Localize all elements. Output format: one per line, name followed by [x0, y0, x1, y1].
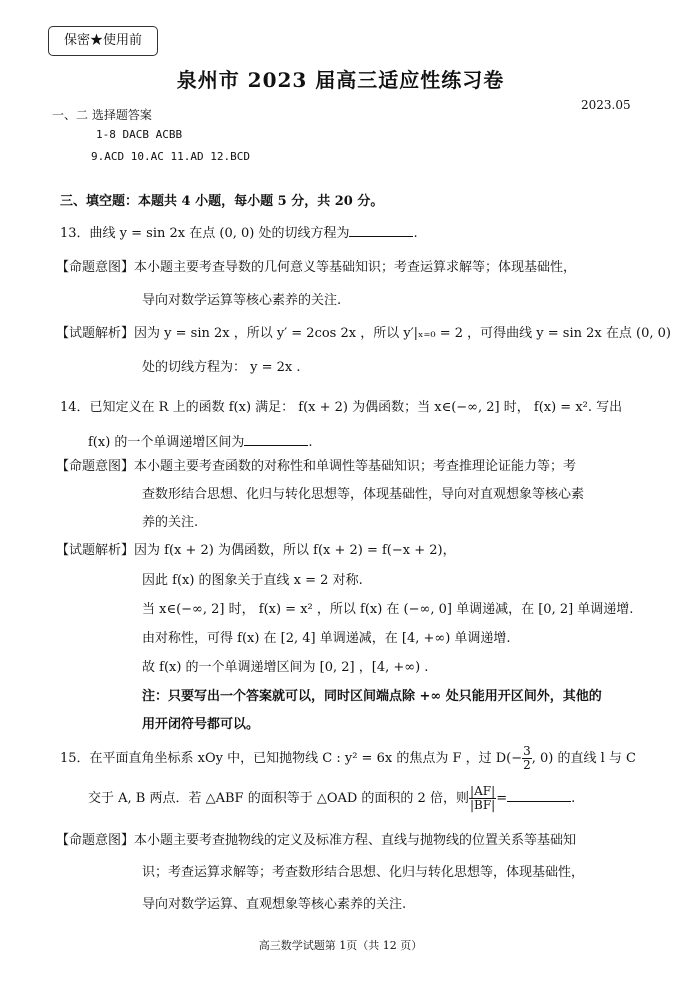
exam-date: 2023.05	[581, 98, 631, 112]
q14-analysis	[56, 539, 456, 558]
q14-stem-text-2: f(x) 的一个单调递增区间为	[88, 435, 245, 450]
q13-stem	[60, 222, 418, 241]
q15-fraction-3-2	[522, 745, 532, 772]
q15-stem-text-2b: =	[496, 791, 508, 806]
q15-stem-line-2	[88, 784, 575, 814]
q15-frac2-den: |BF|	[469, 798, 496, 812]
q13-intent-line-2: 导向对数学运算等核心素养的关注.	[142, 293, 342, 308]
section3-heading: 三、填空题：本题共 4 小题，每小题 5 分，共 20 分。	[60, 194, 384, 209]
answers-heading: 一、二 选择题答案	[52, 108, 152, 122]
q14-intent-line-1: 本小题主要考查函数的对称性和单调性等基础知识；考查推理论证能力等；考	[134, 459, 577, 474]
q15-intent-line-3: 导向对数学运算、直观想象等核心素养的关注.	[142, 897, 407, 912]
q14-stem-text-1: 已知定义在 R 上的函数 f(x) 满足： f(x + 2) 为偶函数；当 x∈(−∞, 2] 时， f(x) = x². 写出	[89, 400, 623, 415]
q13-intent-line-1: 本小题主要考查导数的几何意义等基础知识；考查运算求解等；体现基础性，	[134, 260, 577, 275]
q15-intent-line-1: 本小题主要考查抛物线的定义及标准方程、直线与抛物线的位置关系等基础知	[134, 833, 577, 848]
q14-analysis-label: 【试题解析】	[56, 543, 135, 558]
q13-stem-end: .	[413, 226, 418, 241]
q15-stem-text-1b: , 0) 的直线 l 与 C	[531, 751, 637, 766]
q15-stem-end: .	[571, 791, 576, 806]
q14-stem-line-1	[60, 396, 622, 415]
q13-number: 13．	[60, 226, 90, 241]
page-footer: 高三数学试题第 1页（共 12 页）	[258, 939, 423, 952]
q13-analysis-label: 【试题解析】	[56, 326, 135, 341]
q15-stem-text-2a: 交于 A, B 两点．若 △ABF 的面积等于 △OAD 的面积的 2 倍，则	[88, 791, 469, 806]
q15-intent	[56, 829, 576, 848]
q15-frac2-num: |AF|	[470, 784, 496, 798]
q13-intent	[56, 256, 576, 275]
q15-frac1-den: 2	[523, 758, 531, 772]
q14-stem-line-2	[88, 431, 313, 450]
q14-stem-end: .	[308, 435, 313, 450]
q14-note-line-2: 用开闭符号都可以。	[142, 717, 260, 732]
q15-fraction-af-bf	[469, 785, 496, 812]
q15-frac1-num: 3	[523, 744, 531, 758]
q14-intent-label: 【命题意图】	[56, 459, 135, 474]
q15-intent-label: 【命题意图】	[56, 833, 135, 848]
q14-analysis-line-4: 由对称性，可得 f(x) 在 [2, 4] 单调递减，在 [4, +∞) 单调递增.	[142, 631, 511, 646]
q15-stem-text-1a: 在平面直角坐标系 xOy 中，已知抛物线 C : y² = 6x 的焦点为 F ，过 D(−	[89, 751, 523, 766]
confidential-badge: 保密★使用前	[48, 26, 158, 56]
q13-stem-text: 曲线 y = sin 2x 在点 (0, 0) 处的切线方程为	[89, 226, 350, 241]
q14-analysis-line-5: 故 f(x) 的一个单调递增区间为 [0, 2] ，[4, +∞) .	[142, 660, 429, 675]
q14-intent	[56, 455, 576, 474]
q15-number: 15．	[60, 751, 90, 766]
q15-stem-line-1	[60, 744, 636, 774]
q13-analysis	[56, 322, 671, 341]
q15-intent-line-2: 识；考查运算求解等；考查数形结合思想、化归与转化思想等，体现基础性，	[142, 865, 585, 880]
q13-analysis-line-1: 因为 y = sin 2x ，所以 y′ = 2cos 2x ，所以 y′|ₓ₌₀ = 2 ，可得曲线 y = sin 2x 在点 (0, 0)	[134, 326, 671, 341]
q14-analysis-line-1: 因为 f(x + 2) 为偶函数，所以 f(x + 2) = f(−x + 2)，	[134, 543, 456, 558]
page-title: 泉州市 2023 届高三适应性练习卷	[176, 68, 505, 92]
q15-answer-blank	[507, 789, 571, 802]
q13-intent-label: 【命题意图】	[56, 260, 135, 275]
q14-number: 14．	[60, 400, 90, 415]
q14-answer-blank	[244, 433, 308, 446]
q14-analysis-line-2: 因此 f(x) 的图象关于直线 x = 2 对称.	[142, 573, 363, 588]
q13-answer-blank	[349, 224, 413, 237]
answers-line-2: 9.ACD 10.AC 11.AD 12.BCD	[91, 150, 250, 163]
q14-analysis-line-3: 当 x∈(−∞, 2] 时， f(x) = x² ，所以 f(x) 在 (−∞, 0] 单调递减，在 [0, 2] 单调递增.	[142, 602, 634, 617]
q14-note-line-1: 注：只要写出一个答案就可以，同时区间端点除 +∞ 处只能用开区间外，其他的	[142, 689, 602, 704]
q14-intent-line-3: 养的关注.	[142, 515, 199, 530]
q14-intent-line-2: 查数形结合思想、化归与转化思想等，体现基础性，导向对直观想象等核心素	[142, 487, 585, 502]
answers-line-1: 1-8 DACB ACBB	[96, 128, 183, 141]
q13-analysis-line-2: 处的切线方程为： y = 2x .	[142, 360, 301, 375]
